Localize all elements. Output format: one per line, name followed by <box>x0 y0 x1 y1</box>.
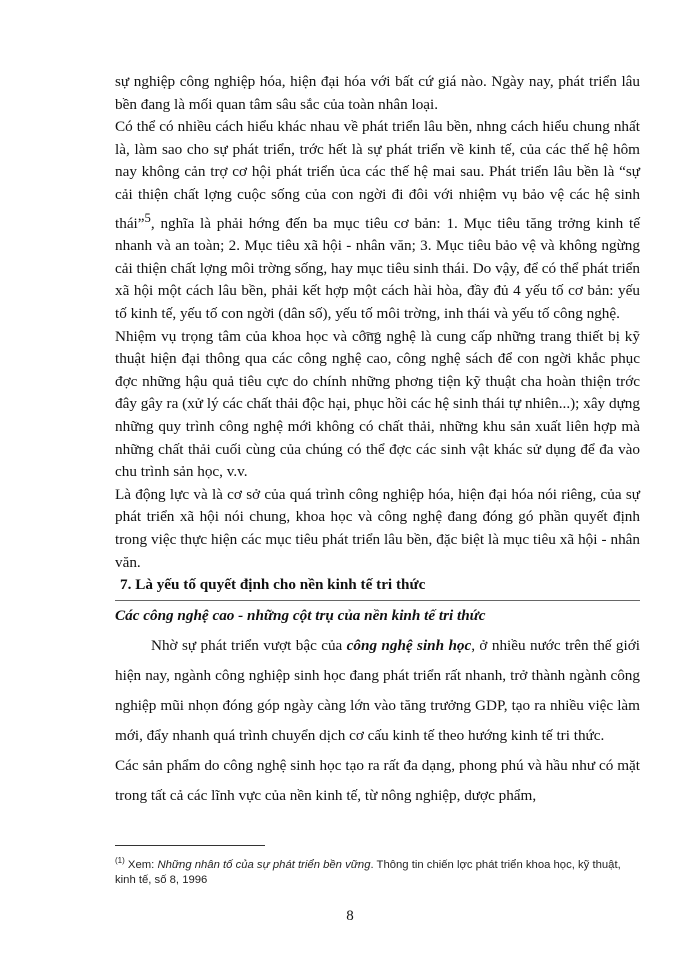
technology-task-block <box>115 326 640 484</box>
page-number: 8 <box>346 908 354 924</box>
paragraph-technology-task: Nhiệm vụ trọng tâm của khoa học và công nghệ là cung cấp những trang thiết bị kỹ thuật hiện đại thông qua các công nghệ cao, công nghệ sách để con ngời khắc phục đợc những hậu quả tiêu cực do chính những phơng tiện kỹ thuật cha hoàn thiện trớc đây gây ra (xử lý các chất thải độc hại, phục hồi các hệ sinh thái tự nhiên...); xây dựng những quy trình công nghệ mới không có chất thải, những khu sản xuất liên hợp mà những chất thải cuối cùng của chúng có thể đợc các sinh vật khác sử dụng để đa vào chu trình sản học, v.v. <box>115 327 640 481</box>
footnote <box>115 853 640 888</box>
footnote-prefix: Xem: <box>124 858 158 871</box>
paragraph-biotechnology <box>115 631 640 751</box>
section-subheading: Các công nghệ cao - những cột trụ của nền kinh tế tri thức <box>115 600 640 628</box>
footnote-source: . Thông tin chiến lợc phát triển khoa học, kỹ thuật, kinh tế, số 8, 1996 <box>115 858 621 886</box>
page-body <box>115 71 640 811</box>
paragraph-biotech-products: Các sản phẩm do công nghệ sinh học tạo ra rất đa dạng, phong phú và hầu như có mặt trong tất cả các lĩnh vực của nền kinh tế, từ nông nghiệp, dược phẩm, <box>115 757 640 805</box>
stray-glyph-mark <box>362 332 380 335</box>
definition-text-end: , nghĩa là phải hớng đến ba mục tiêu cơ bản: 1. Mục tiêu tăng trởng kinh tế nhanh và an toàn; 2. Mục tiêu xã hội - nhân văn; 3. Mục tiêu bảo vệ và không ngừng cải thiện chất lợng môi trờng sống, hay mục tiêu sinh thái. Do vậy, để có thể phát triển xã hội một cách lâu bền, phải kết hợp một cách hài hòa, đầy đủ 4 yếu tố cơ bản: yếu tố kinh tế, yếu tố con ngời (dân số), yếu tố môi trờng, inh thái và yếu tố công nghệ. <box>115 214 640 322</box>
paragraph-sustainable-development-intro: sự nghiệp công nghiệp hóa, hiện đại hóa với bất cứ giá nào. Ngày nay, phát triển lâu bền đang là mối quan tâm sâu sắc của toàn nhân loại. <box>115 73 640 113</box>
footnote-reference: 5 <box>144 210 151 225</box>
biotech-text-end: , ở nhiều nước trên thế giới hiện nay, ngành công nghiệp sinh học đang phát triển rất nhanh, trở thành ngành công nghiệp mũi nhọn đóng góp ngày càng lớn vào tăng trưởng GDP, tạo ra nhiều việc làm mới, đẩy nhanh quá trình chuyển dịch cơ cấu kinh tế theo hướng kinh tế tri thức. <box>115 637 640 745</box>
section-heading: 7. Là yếu tố quyết định cho nền kinh tế tri thức <box>120 576 426 594</box>
definition-text-start: Có thể có nhiều cách hiểu khác nhau về phát triển lâu bền, nhng cách hiểu chung nhất là, làm sao cho sự phát triển, trớc hết là sự phát triển về kinh tế, của các thế hệ hôm nay không cản trợ cơ hội phát triển ủca các thế hệ mai sau. Phát triển lâu bền là “sự cải thiện chất lợng cuộc sống của con ngời đi đôi với nhiệm vụ bảo vệ các hệ sinh thái” <box>115 118 640 232</box>
footnote-separator <box>115 845 265 846</box>
biotech-emphasis: công nghệ sinh học <box>346 637 472 655</box>
paragraph-science-driving-force: Là động lực và là cơ sở của quá trình công nghiệp hóa, hiện đại hóa nói riêng, của sự phát triển xã hội nói chung, khoa học và công nghệ đang đóng gó phần quyết định trong việc thực hiện các mục tiêu phát triển lâu bền, đặc biệt là mục tiêu xã hội - nhân văn. <box>115 485 640 571</box>
footnote-title: Những nhân tố của sự phát triển bền vững <box>157 858 371 871</box>
paragraph-sustainable-development-definition <box>115 116 640 325</box>
footnote-marker: (1) <box>115 856 125 865</box>
biotech-text-start: Nhờ sự phát triển vượt bậc của <box>151 637 347 655</box>
